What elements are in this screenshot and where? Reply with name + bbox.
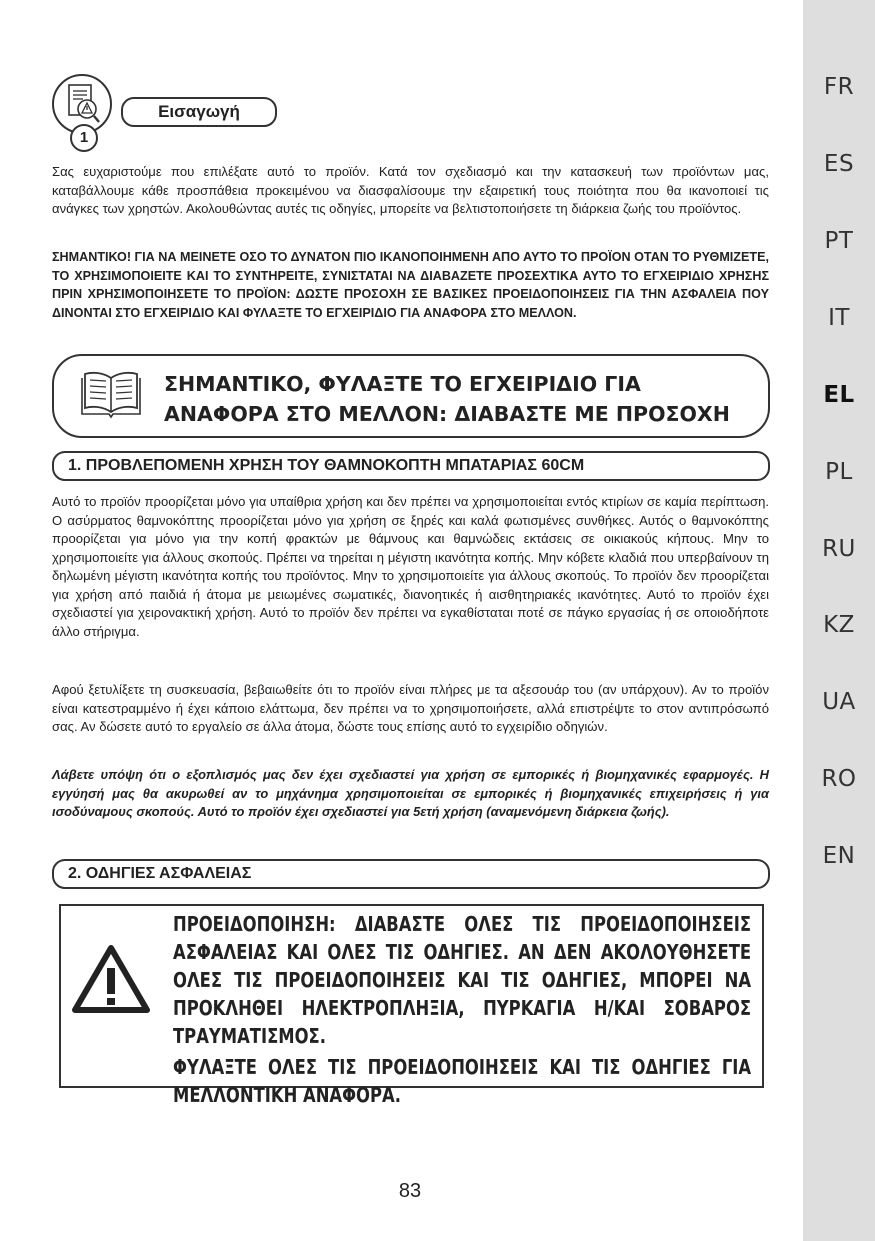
section1-heading: 1. ΠΡΟΒΛΕΠΟΜΕΝΗ ΧΡΗΣΗ ΤΟΥ ΘΑΜΝΟΚΟΠΤΗ ΜΠΑΤΑΡΙΑΣ 60CM: [52, 451, 770, 481]
safety-warning-paragraph2: ΦΥΛΑΞΤΕ ΟΛΕΣ ΤΙΣ ΠΡΟΕΙΔΟΠΟΙΗΣΕΙΣ ΚΑΙ ΤΙΣ ΟΔΗΓΙΕΣ ΓΙΑ ΜΕΛΛΟΝΤΙΚΗ ΑΝΑΦΟΡΑ.: [173, 1055, 752, 1107]
section1-paragraph1: Αυτό το προϊόν προορίζεται μόνο για υπαίθρια χρήση και δεν πρέπει να χρησιμοποιείται εντός κτιρίων σε καμία περίπτωση. Ο ασύρματος θαμνοκόπτης προορίζεται μόνο για χρήση σε ξηρές και καλά φωτισμένες συνθήκες. Αυτός ο θαμνοκόπτης προορίζεται για μόνο για την κοπή φρακτών με θάμνους και θαμνώδεις εκτάσεις σε οικιακούς κήπους. Μην το χρησιμοποιείτε για άλλους σκοπούς. Πρέπει να τηρείται η μέγιστη ικανότητα κοπής. Μην κόβετε κλαδιά που υπερβαίνουν τη δηλωμένη μέγιστη ικανότητα κοπής του προϊόντος. Μην το χρησιμοποιείτε για άλλους σκοπούς. Το προϊόν δεν προορίζεται για χρήση από παιδιά ή άτομα με μειωμένες σωματικές, διανοητικές ή αισθητηριακές ικανότητες. Αυτό το προϊόν έχει σχεδιαστεί για χειρονακτική χρήση. Αυτό το προϊόν δεν πρέπει να εγκαθίσταται ποτέ σε πάγκο εργασίας ή σε οποιοδήποτε άλλο στήριγμα.: [52, 494, 769, 639]
lang-tab-el-active[interactable]: EL: [823, 382, 855, 408]
lang-tab-ua[interactable]: UA: [822, 689, 856, 715]
lang-tab-ro[interactable]: RO: [821, 766, 857, 792]
lang-tab-ru[interactable]: RU: [822, 536, 856, 562]
lang-tab-es[interactable]: ES: [823, 151, 855, 177]
section-number-badge: 1: [70, 124, 98, 152]
intro-title: Εισαγωγή: [121, 97, 277, 127]
important-notice-line2: ΑΝΑΦΟΡΑ ΣΤΟ ΜΕΛΛΟΝ: ΔΙΑΒΑΣΤΕ ΜΕ ΠΡΟΣΟΧΗ: [164, 402, 730, 426]
section1-paragraph2: Αφού ξετυλίξετε τη συσκευασία, βεβαιωθείτε ότι το προϊόν είναι πλήρες με τα αξεσουάρ του (αν υπάρχουν). Αν το προϊόν είναι κατεστραμμένο ή έχει κάποιο ελάττωμα, δεν πρέπει να το χρησιμοποιήσετε, αλλά επιστρέψτε το στον αντιπρόσωπό σας. Αν δώσετε αυτό το εργαλείο σε άλλα άτομα, δώστε τους επίσης αυτό το εγχειρίδιο οδηγιών.: [52, 682, 769, 734]
lang-tab-it[interactable]: IT: [828, 305, 850, 331]
lang-tab-fr[interactable]: FR: [823, 74, 855, 100]
safety-warning-box: [59, 904, 764, 1107]
important-notice-box: [52, 354, 770, 438]
lang-tab-pl[interactable]: PL: [825, 459, 853, 485]
section1-paragraph3: Λάβετε υπόψη ότι ο εξοπλισμός μας δεν έχει σχεδιαστεί για χρήση σε εμπορικές ή βιομηχανικές εφαρμογές. Η εγγύησή μας θα ακυρωθεί αν το μηχάνημα χρησιμοποιείται σε εμπορικές ή βιομηχανικές επιχειρήσεις ή για ισοδύναμους σκοπούς. Αυτό το προϊόν έχει σχεδιαστεί για 5ετή χρήση (αναμενόμενη διάρκεια ζωής).: [52, 767, 769, 819]
language-sidebar: [803, 0, 875, 1241]
important-caps-paragraph: ΣΗΜΑΝΤΙΚΟ! ΓΙΑ ΝΑ ΜΕΙΝΕΤΕ ΟΣΟ ΤΟ ΔΥΝΑΤΟΝ ΠΙΟ ΙΚΑΝΟΠΟΙΗΜΕΝΗ ΑΠΟ ΑΥΤΟ ΤΟ ΠΡΟΪΟΝ ΟΤΑΝ ΤΟ ΡΥΘΜΙΖΕΤΕ, ΤΟ ΧΡΗΣΙΜΟΠΟΙΕΙΤΕ ΚΑΙ ΤΟ ΣΥΝΤΗΡΕΙΤΕ, ΣΥΝΙΣΤΑΤΑΙ ΝΑ ΔΙΑΒΑΖΕΤΕ ΠΡΟΣΕΧΤΙΚΑ ΑΥΤΟ ΤΟ ΕΓΧΕΙΡΙΔΙΟ ΧΡΗΣΗΣ ΠΡΙΝ ΧΡΗΣΙΜΟΠΟΙΗΣΕΤΕ ΤΟ ΠΡΟΪΟΝ: ΔΩΣΤΕ ΠΡΟΣΟΧΗ ΣΕ ΒΑΣΙΚΕΣ ΠΡΟΕΙΔΟΠΟΙΗΣΕΙΣ ΓΙΑ ΤΗΝ ΑΣΦΑΛΕΙΑ ΠΟΥ ΔΙΝΟΝΤΑΙ ΣΤΟ ΕΓΧΕΙΡΙΔΙΟ ΚΑΙ ΦΥΛΑΞΤΕ ΤΟ ΕΓΧΕΙΡΙΔΙΟ ΓΙΑ ΑΝΑΦΟΡΑ ΣΤΟ ΜΕΛΛΟΝ.: [52, 250, 769, 320]
important-notice-text: [164, 369, 730, 429]
lang-tab-kz[interactable]: KZ: [823, 612, 855, 638]
open-book-icon: [80, 368, 142, 420]
page-number: 83: [398, 1180, 422, 1202]
important-notice-line1: ΣΗΜΑΝΤΙΚΟ, ΦΥΛΑΞΤΕ ΤΟ ΕΓΧΕΙΡΙΔΙΟ ΓΙΑ: [164, 372, 641, 396]
lang-tab-en[interactable]: EN: [822, 843, 856, 869]
section2-heading: 2. ΟΔΗΓΙΕΣ ΑΣΦΑΛΕΙΑΣ: [52, 859, 770, 889]
warning-triangle-icon: [71, 942, 151, 1016]
intro-paragraph: Σας ευχαριστούμε που επιλέξατε αυτό το προϊόν. Κατά τον σχεδιασμό και την κατασκευή των προϊόντων μας, καταβάλλουμε κάθε προσπάθεια προκειμένου να διασφαλίσουμε την εξαιρετική τους ποιότητα που θα ικανοποιεί τις ανάγκες των χρηστών. Ακολουθώντας αυτές τις οδηγίες, μπορείτε να βελτιστοποιήσετε τη διάρκεια ζωής του προϊόντος.: [52, 164, 769, 216]
lang-tab-pt[interactable]: PT: [824, 228, 854, 254]
safety-warning-paragraph1: ΠΡΟΕΙΔΟΠΟΙΗΣΗ: ΔΙΑΒΑΣΤΕ ΟΛΕΣ ΤΙΣ ΠΡΟΕΙΔΟΠΟΙΗΣΕΙΣ ΑΣΦΑΛΕΙΑΣ ΚΑΙ ΟΛΕΣ ΤΙΣ ΟΔΗΓΙΕΣ. ΑΝ ΔΕΝ ΑΚΟΛΟΥΘΗΣΕΤΕ ΟΛΕΣ ΤΙΣ ΠΡΟΕΙΔΟΠΟΙΗΣΕΙΣ ΚΑΙ ΤΙΣ ΟΔΗΓΙΕΣ, ΜΠΟΡΕΙ ΝΑ ΠΡΟΚΛΗΘΕΙ ΗΛΕΚΤΡΟΠΛΗΞΙΑ, ΠΥΡΚΑΓΙΑ Η/ΚΑΙ ΣΟΒΑΡΟΣ ΤΡΑΥΜΑΤΙΣΜΟΣ.: [173, 912, 752, 1048]
safety-warning-text: [173, 910, 751, 1109]
